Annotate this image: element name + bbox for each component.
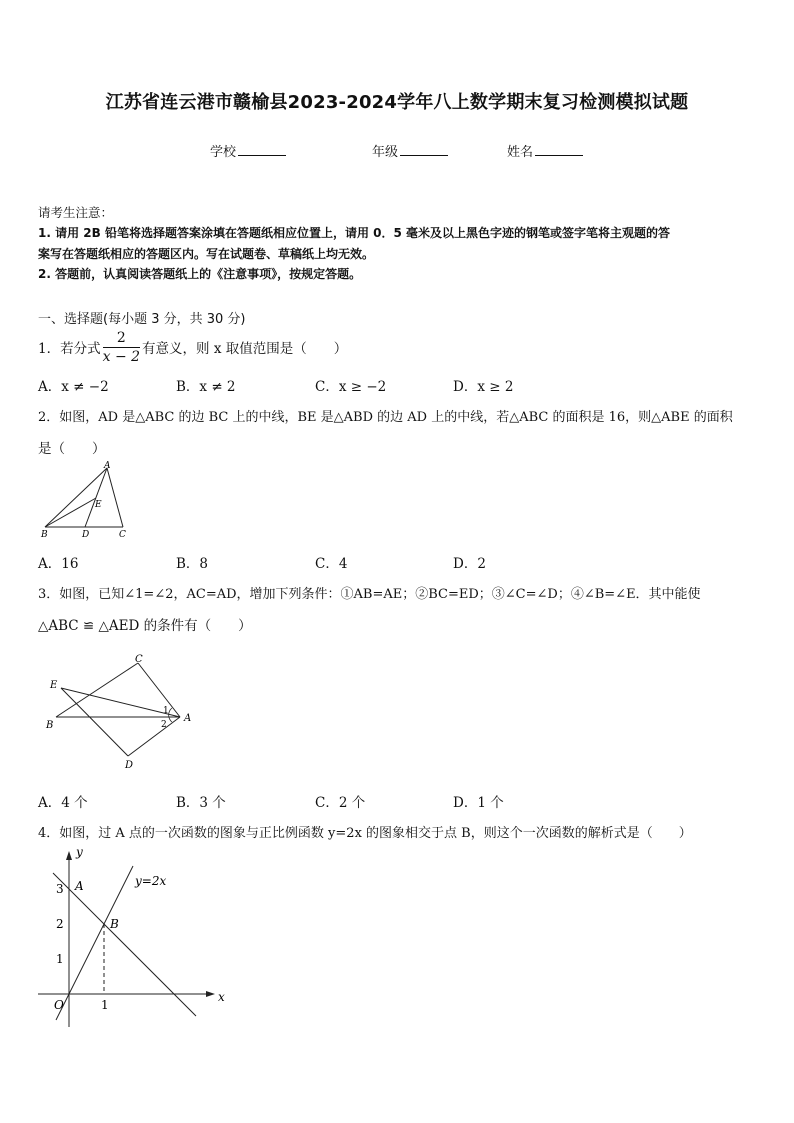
q1-fraction-numerator: 2: [103, 329, 140, 348]
q4-tick-3: 3: [56, 882, 64, 896]
q1-stem-pre: 1．若分式: [38, 341, 101, 357]
name-label: 姓名: [507, 145, 534, 160]
q4-stem-line-1: 4．如图，过 A 点的一次函数的图象与正比例函数 y=2x 的图象相交于点 B，则这个一次函数的解析式是（ ）: [38, 826, 692, 841]
school-field[interactable]: [210, 141, 286, 160]
q2-triangle-figure: [38, 458, 138, 544]
q1-option-a[interactable]: A．x ≠ −2: [38, 379, 109, 395]
q2-label-e: E: [95, 500, 102, 510]
q4-line-ab: [53, 873, 196, 1016]
q4-tick-1-y: 1: [56, 952, 64, 966]
q2-label-d: D: [82, 530, 90, 540]
q3-label-angle-2: 2: [161, 720, 167, 730]
q4-graph-figure: [38, 845, 238, 1030]
q3-option-b[interactable]: B．3 个: [176, 795, 226, 811]
q2-label-b: B: [41, 530, 48, 540]
q4-y-axis-arrow: [66, 851, 72, 860]
q2-option-c[interactable]: C．4: [315, 556, 348, 572]
q2-option-d[interactable]: D．2: [453, 556, 486, 572]
q1-option-c[interactable]: C．x ≥ −2: [315, 379, 387, 395]
q4-tick-1-x: 1: [101, 998, 109, 1012]
q3-label-d: D: [125, 760, 134, 771]
q2-stem-line-1: 2．如图，AD 是△ABC 的边 BC 上的中线，BE 是△ABD 的边 AD 上的中线，若△ABC 的面积是 16，则△ABE 的面积: [38, 410, 733, 425]
q2-option-a[interactable]: A．16: [38, 556, 79, 572]
q2-segment-ab: [45, 468, 107, 527]
q3-stem-line-2: △ABC ≌ △AED 的条件有（ ）: [38, 618, 252, 634]
q3-label-a: A: [184, 713, 192, 724]
notice-line-1b: 案写在答题纸相应的答题区内。写在试题卷、草稿纸上均无效。: [38, 247, 375, 261]
q3-triangles-figure: [38, 650, 208, 775]
notice-line-2: 2. 答题前，认真阅读答题纸上的《注意事项》，按规定答题。: [38, 267, 362, 281]
q4-label-point-b: B: [110, 917, 119, 931]
page-title: 江苏省连云港市赣榆县2023-2024学年八上数学期末复习检测模拟试题: [105, 92, 689, 113]
q3-label-e: E: [50, 680, 58, 691]
notice-heading: 请考生注意：: [38, 205, 114, 220]
q2-stem-line-2: 是（ ）: [38, 441, 106, 457]
q4-line-y-2x: [56, 866, 133, 1020]
name-blank[interactable]: [535, 143, 583, 156]
q3-label-angle-1: 1: [163, 706, 169, 716]
q4-label-y-axis: y: [76, 845, 83, 859]
q4-label-line: y=2x: [135, 874, 167, 888]
name-field[interactable]: [507, 141, 583, 160]
q3-segment-ed: [61, 688, 128, 756]
q4-label-x-axis: x: [218, 990, 225, 1004]
q3-label-b: B: [46, 720, 54, 731]
grade-label: 年级: [372, 145, 399, 160]
q4-label-origin: O: [54, 998, 64, 1012]
q1-fraction-denominator: x − 2: [102, 348, 141, 365]
q3-stem-line-1: 3．如图，已知∠1=∠2，AC=AD，增加下列条件：①AB=AE；②BC=ED；③∠C=∠D；④∠B=∠E．其中能使: [38, 587, 701, 602]
q2-label-a: A: [104, 461, 111, 471]
q2-label-c: C: [119, 530, 126, 540]
school-label: 学校: [210, 145, 237, 160]
q4-tick-2: 2: [56, 917, 64, 931]
question-1-stem: [38, 328, 347, 366]
q4-x-axis-arrow: [206, 991, 215, 997]
grade-blank[interactable]: [400, 143, 448, 156]
q1-fraction: [103, 329, 140, 366]
notice-line-1: 1. 请用 2B 铅笔将选择题答案涂填在答题纸相应位置上，请用 0．5 毫米及以上黑色字迹的钢笔或签字笔将主观题的答: [38, 226, 670, 240]
q2-segment-ad: [85, 468, 107, 527]
q3-option-c[interactable]: C．2 个: [315, 795, 366, 811]
q3-option-d[interactable]: D．1 个: [453, 795, 504, 811]
q2-option-b[interactable]: B．8: [176, 556, 209, 572]
q4-label-point-a: A: [75, 879, 84, 893]
q3-label-c: C: [135, 654, 143, 665]
q2-segment-ac: [107, 468, 123, 527]
q1-stem-post: 有意义，则 x 取值范围是（ ）: [142, 341, 348, 357]
q3-segment-da: [128, 717, 180, 756]
school-blank[interactable]: [238, 143, 286, 156]
q3-segment-ac: [138, 663, 180, 717]
q1-option-d[interactable]: D．x ≥ 2: [453, 379, 514, 395]
grade-field[interactable]: [372, 141, 448, 160]
q3-option-a[interactable]: A．4 个: [38, 795, 88, 811]
section-heading: 一、选择题(每小题 3 分，共 30 分): [38, 312, 246, 327]
q1-option-b[interactable]: B．x ≠ 2: [176, 379, 236, 395]
